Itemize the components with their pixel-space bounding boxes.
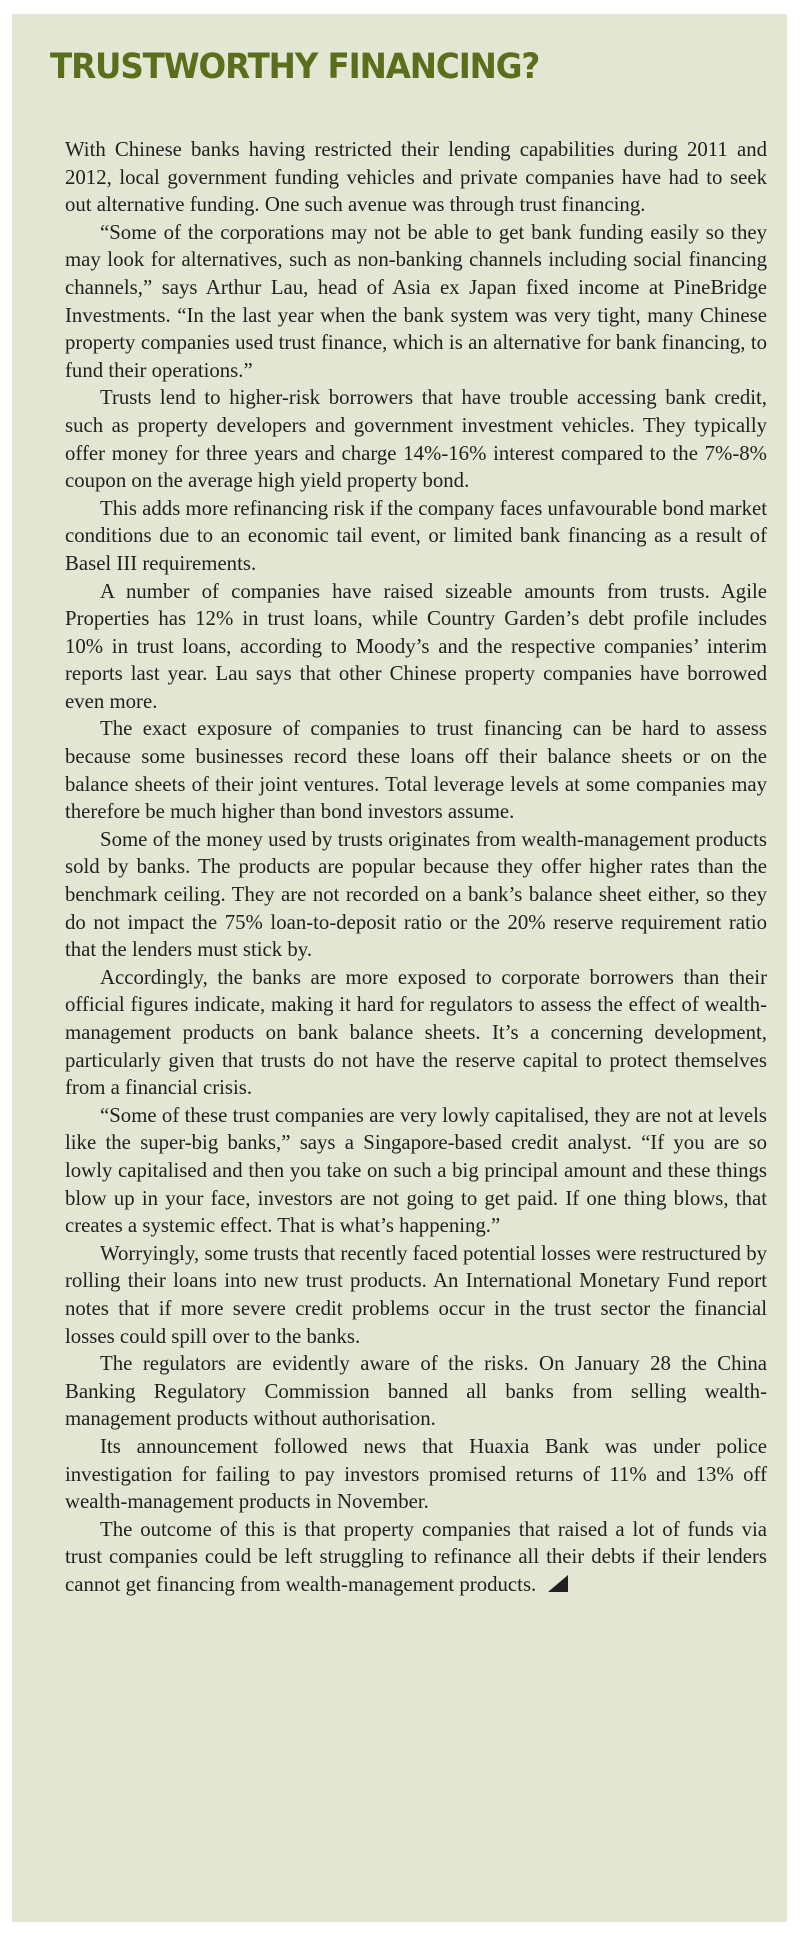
paragraph-2: “Some of the corporations may not be able to get bank funding easily so they may look for alternatives, such as non-banking channels including social financing channels,” says Arthur Lau, head of Asia ex Japan fixed income at PineBridge Investments. “In the last year when the bank system was very tight, many Chinese property companies used trust finance, which is an alternative for bank financing, to fund their operations.” [65,220,767,382]
paragraph-3: Trusts lend to higher-risk borrowers that have trouble accessing bank credit, such as property developers and government investment vehicles. They typically offer money for three years and charge 14%-16% interest compared to the 7%-8% coupon on the average high yield property bond. [65,386,767,493]
paragraph-8: Accordingly, the banks are more exposed to corporate borrowers than their official figures indicate, making it hard for regulators to assess the effect of wealth-management products on bank balance sheets. It’s a concerning development, particularly given that trusts do not have the reserve capital to protect themselves from a financial crisis. [65,965,767,1100]
paragraph-12: Its announcement followed news that Huaxia Bank was under police investigation for failing to pay investors promised returns of 11% and 13% off wealth-management products in November. [65,1434,767,1514]
triangle-end-mark-icon [548,1575,568,1592]
paragraph-9: “Some of these trust companies are very lowly capitalised, they are not at levels like the super-big banks,” says a Singapore-based credit analyst. “If you are so lowly capitalised and then you take on such a big principal amount and these things blow up in your face, investors are not going to get paid. If one thing blows, that creates a systemic effect. That is what’s happening.” [65,1103,767,1238]
paragraph-10: Worryingly, some trusts that recently faced potential losses were restructured by rolling their loans into new trust products. An International Monetary Fund report notes that if more severe credit problems occur in the trust sector the financial losses could spill over to the banks. [65,1241,767,1348]
paragraph-5: A number of companies have raised sizeable amounts from trusts. Agile Properties has 12% in trust loans, while Country Garden’s debt profile includes 10% in trust loans, according to Moody’s and the respective companies’ interim reports last year. Lau says that other Chinese property companies have borrowed even more. [65,579,767,713]
paragraph-4: This adds more refinancing risk if the company faces unfavourable bond market conditions due to an economic tail event, or limited bank financing as a result of Basel III requirements. [65,496,768,575]
paragraph-11: The regulators are evidently aware of the risks. On January 28 the China Banking Regulatory Commission banned all banks from selling wealth-management products without authorisation. [65,1352,767,1431]
paragraph-1: With Chinese banks having restricted their lending capabilities during 2011 and 2012, local government funding vehicles and private companies have had to seek out alternative funding. One such avenue was through trust financing. [65,138,767,217]
paragraph-7: Some of the money used by trusts originates from wealth-management products sold by banks. The products are popular because they offer higher rates than the benchmark ceiling. They are not recorded on a bank’s balance sheet either, so they do not impact the 75% loan-to-deposit ratio or the 20% reserve requirement ratio that the lenders must stick by. [65,827,767,962]
article-body [65,136,767,1598]
paragraph-6: The exact exposure of companies to trust financing can be hard to assess because some businesses record these loans off their balance sheets or on the balance sheets of their joint ventures. Total leverage levels at some companies may therefore be much higher than bond investors assume. [65,717,767,824]
paragraph-13 [65,1516,767,1599]
article-title: TRUSTWORTHY FINANCING? [50,47,540,87]
sidebar-panel [12,14,787,1922]
paragraph-13-text: The outcome of this is that property companies that raised a lot of funds via trust companies could be left struggling to refinance all their debts if their lenders cannot get financing from wealth-management products. [65,1517,767,1596]
